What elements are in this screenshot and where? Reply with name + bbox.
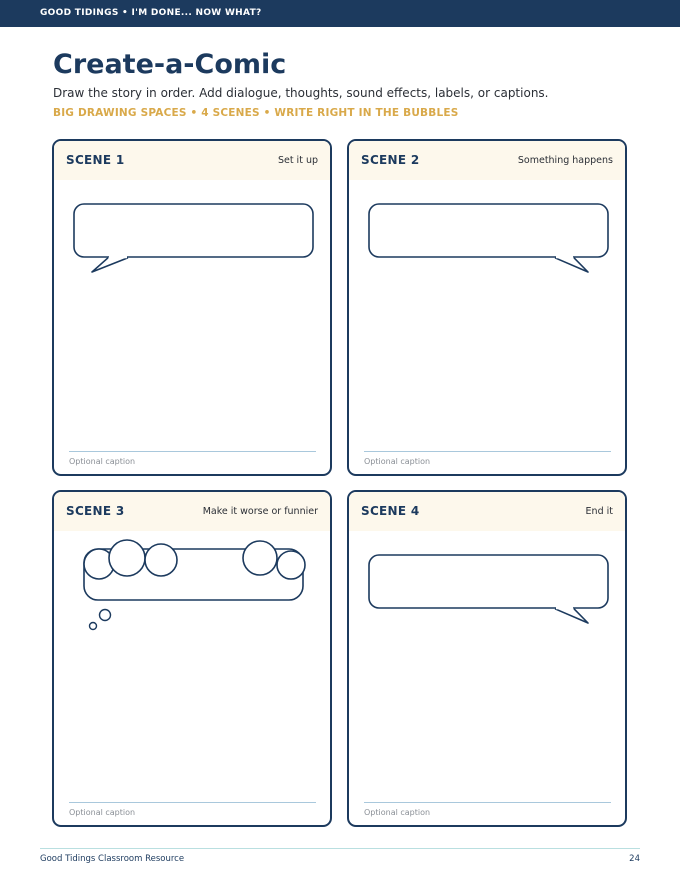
scene-panel-3[interactable] bbox=[52, 490, 332, 827]
scene-hint: End it bbox=[585, 506, 613, 517]
footer-divider bbox=[40, 848, 640, 849]
scene-panel-4[interactable] bbox=[347, 490, 627, 827]
banner-text: GOOD TIDINGS • I'M DONE... NOW WHAT? bbox=[40, 8, 262, 18]
speech-bubble-icon[interactable] bbox=[54, 141, 332, 301]
scene-hint: Set it up bbox=[277, 155, 318, 166]
scene-name: SCENE 2 bbox=[361, 153, 420, 167]
caption-placeholder[interactable]: Optional caption bbox=[69, 808, 136, 817]
caption-placeholder[interactable]: Optional caption bbox=[364, 457, 431, 466]
footer-source: Good Tidings Classroom Resource bbox=[40, 854, 185, 864]
scene-name: SCENE 3 bbox=[66, 504, 125, 518]
caption-line bbox=[69, 451, 316, 452]
scene-panel-1[interactable] bbox=[52, 139, 332, 476]
page-number: 24 bbox=[629, 854, 640, 864]
page-title: Create-a-Comic bbox=[53, 49, 287, 80]
speech-bubble-icon[interactable] bbox=[349, 141, 627, 301]
scene-hint: Something happens bbox=[517, 155, 613, 166]
caption-line bbox=[69, 802, 316, 803]
scene-panel-2[interactable] bbox=[347, 139, 627, 476]
scene-hint: Make it worse or funnier bbox=[202, 506, 318, 517]
tagline: BIG DRAWING SPACES • 4 SCENES • WRITE RIGHT IN THE BUBBLES bbox=[53, 107, 459, 119]
speech-bubble-icon[interactable] bbox=[349, 492, 627, 652]
scene-name: SCENE 4 bbox=[361, 504, 420, 518]
caption-placeholder[interactable]: Optional caption bbox=[364, 808, 431, 817]
instructions: Draw the story in order. Add dialogue, thoughts, sound effects, labels, or captions. bbox=[53, 86, 549, 100]
scene-name: SCENE 1 bbox=[66, 153, 125, 167]
caption-line bbox=[364, 802, 611, 803]
thought-bubble-icon[interactable] bbox=[54, 492, 332, 652]
caption-line bbox=[364, 451, 611, 452]
caption-placeholder[interactable]: Optional caption bbox=[69, 457, 136, 466]
top-banner bbox=[0, 0, 680, 27]
